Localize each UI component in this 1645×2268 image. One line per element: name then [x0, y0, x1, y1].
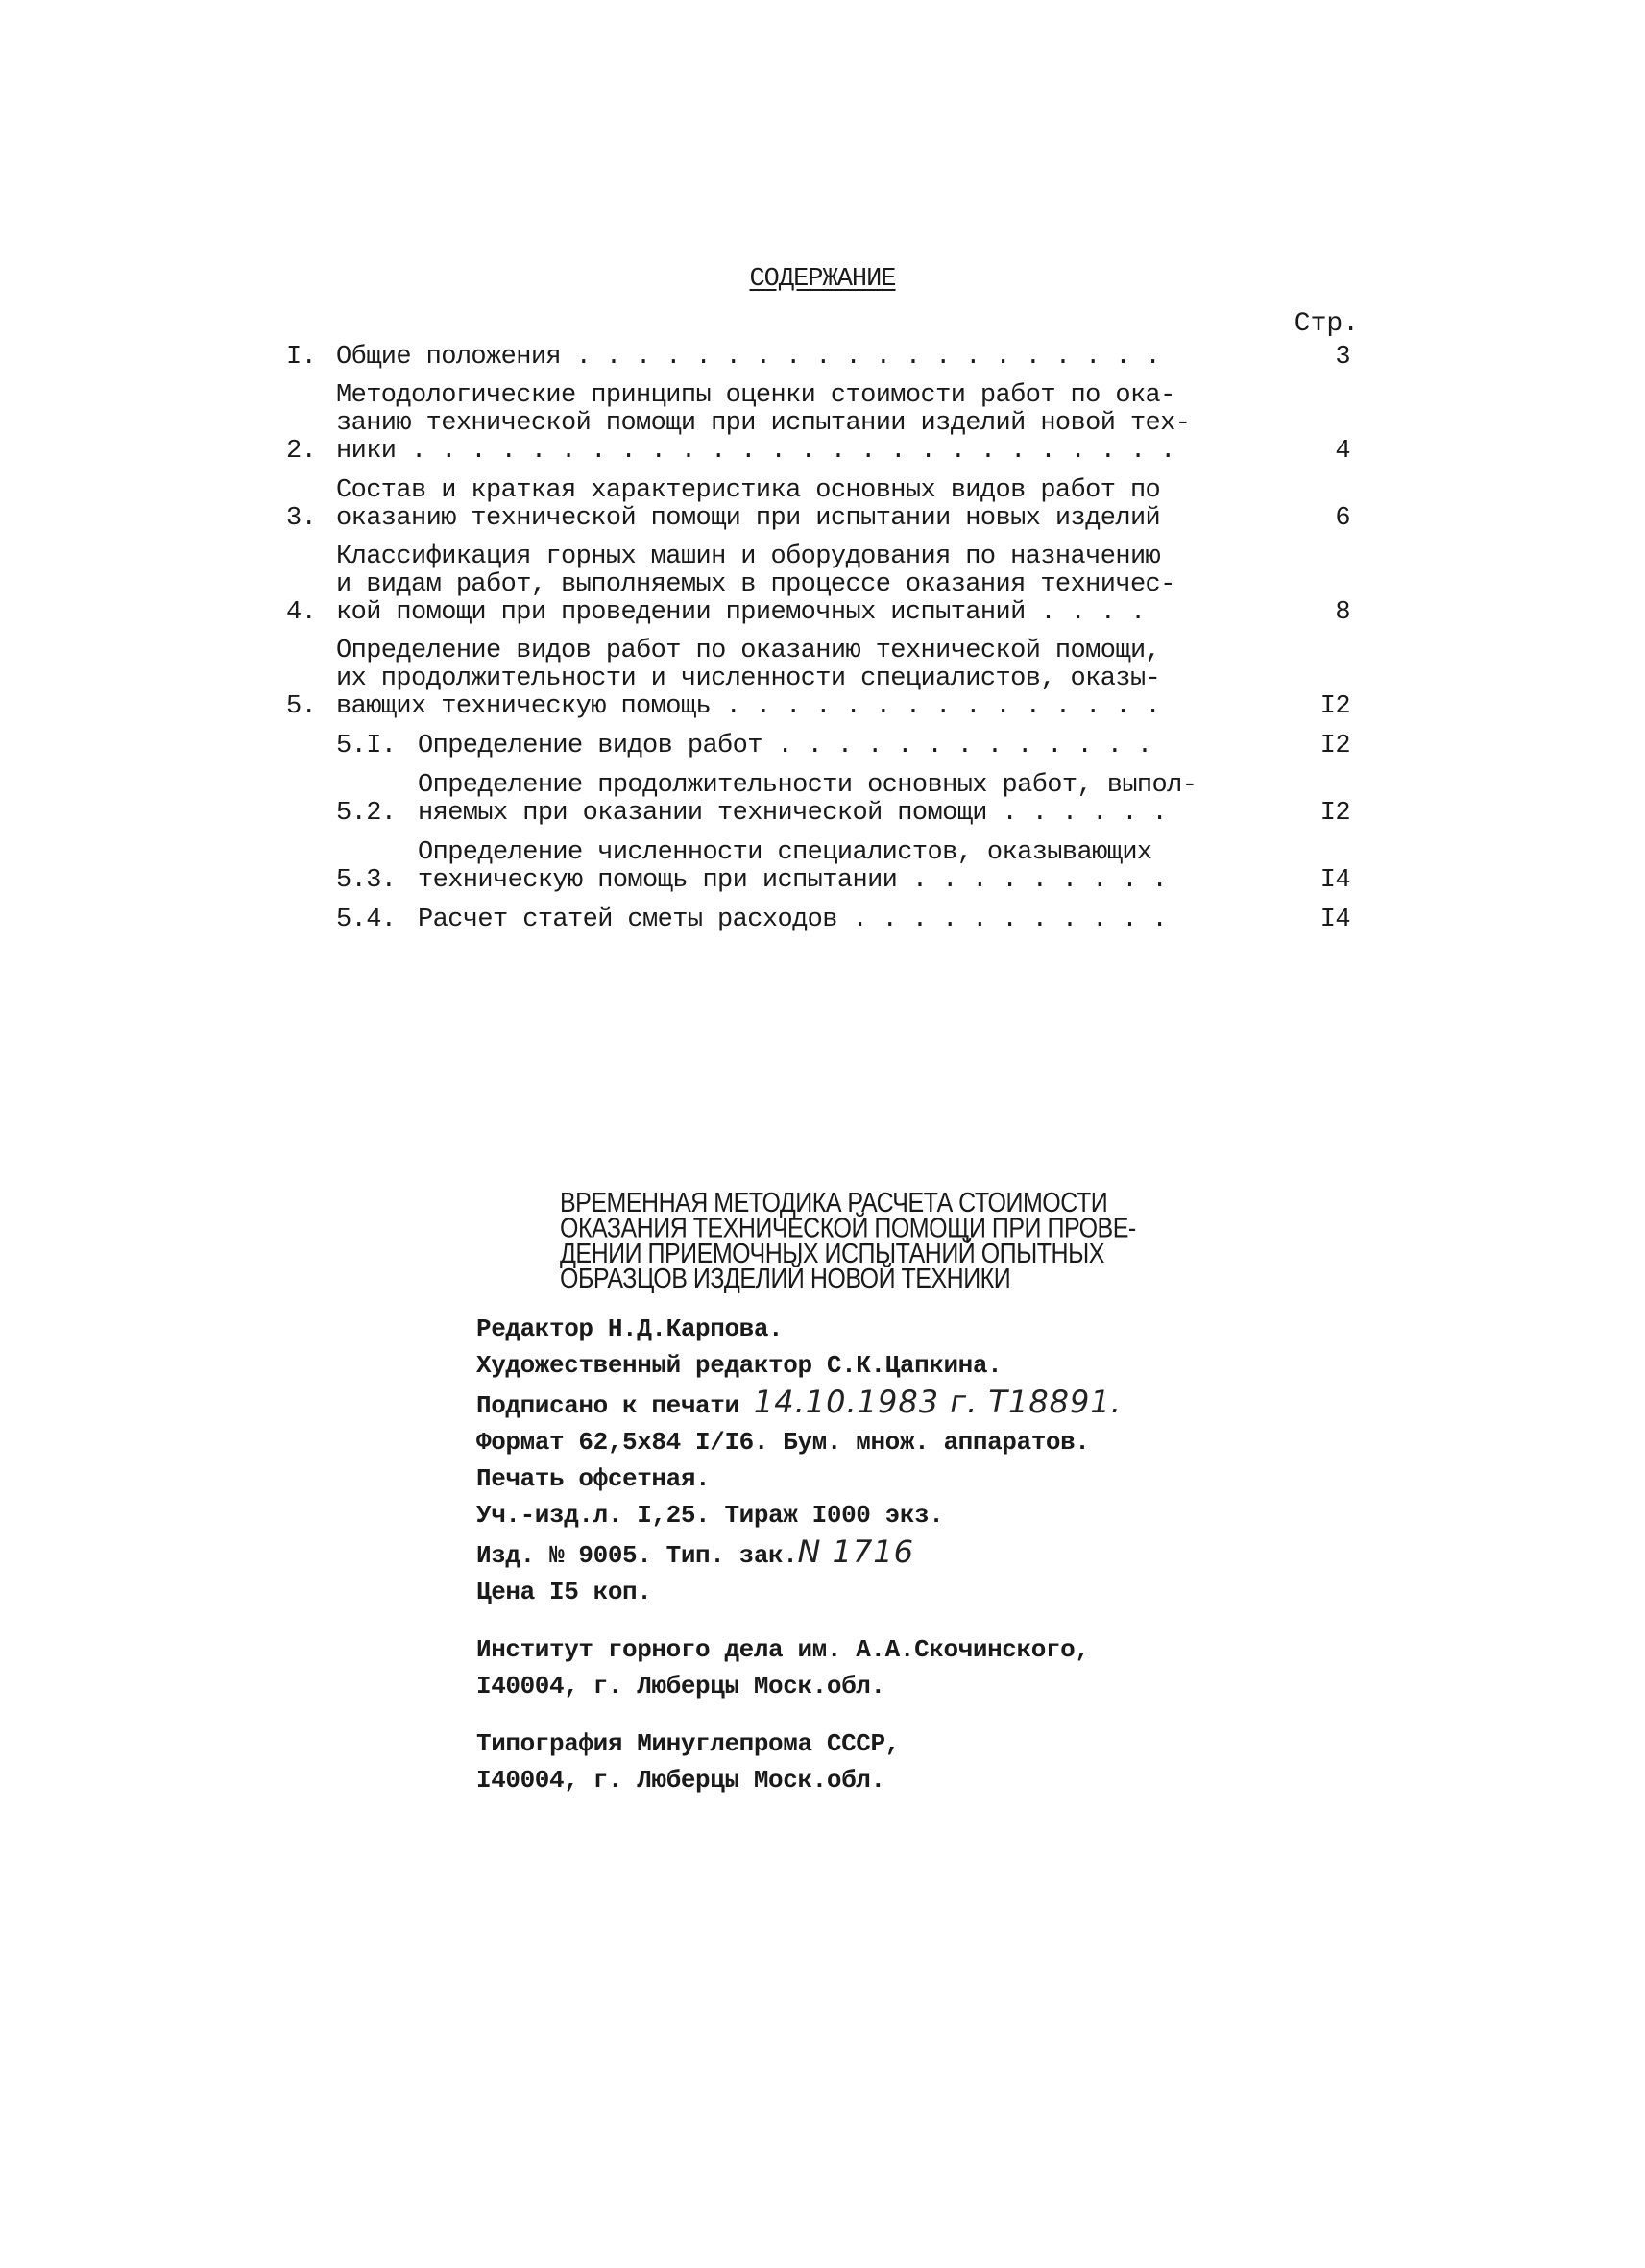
toc-entry-number: 5. — [286, 692, 317, 721]
publication-title: ВРЕМЕННАЯ МЕТОДИКА РАСЧЕТА СТОИМОСТИ ОКАЗАНИЯ ТЕХНИЧЕСКОЙ ПОМОЩИ ПРИ ПРОВЕ- ДЕНИИ ПРИЕМОЧНЫХ ИСПЫТАНИЙ ОПЫТНЫХ ОБРАЗЦОВ ИЗДЕЛИЙ НОВОЙ ТЕХНИКИ — [560, 1187, 1136, 1295]
order-number: Изд. № 9005. Тип. зак.N 1716 — [476, 1533, 915, 1570]
toc-subentry-number: 5.4. — [336, 905, 397, 934]
toc-entry-number: 3. — [286, 504, 317, 533]
toc-subentry-text: Определение продолжительности основных работ, выпол- няемых при оказании технической помощи . . . . . . — [418, 771, 1197, 828]
toc-subentry-text: Определение видов работ . . . . . . . . . . . . . — [418, 732, 1152, 760]
toc-subentry-page: I2 — [1319, 732, 1350, 760]
handwritten-date: 14.10.1983 г. Т18891. — [753, 1384, 1122, 1420]
toc-subentry-page: I4 — [1319, 905, 1350, 934]
toc-title: СОДЕРЖАНИЕ — [749, 265, 896, 294]
toc-entry-number: 2. — [286, 437, 317, 466]
toc-subentry-page: I4 — [1319, 866, 1350, 895]
toc-subentry-number: 5.3. — [336, 866, 397, 895]
art-editor: Художественный редактор С.К.Цапкина. — [476, 1351, 1003, 1380]
toc-entry-text: Состав и краткая характеристика основных видов работ по оказанию технической помощи при испытании новых изделий — [336, 476, 1161, 533]
toc-entry-text: Определение видов работ по оказанию технической помощи, их продолжительности и численности специалистов, оказы- вающих техническую помощь . . . . . . . . . . . . . . . — [336, 637, 1161, 721]
format: Формат 62,5х84 I/I6. Бум. множ. аппаратов. — [476, 1428, 1090, 1457]
toc-entry — [286, 477, 1350, 533]
toc-entry — [286, 382, 1350, 466]
toc-entry-number: 4. — [286, 598, 317, 627]
toc-entry-page: 6 — [1335, 504, 1350, 533]
toc-entry — [286, 638, 1350, 721]
toc-page-column-header: Стр. — [1294, 309, 1359, 339]
toc-entry — [286, 543, 1350, 627]
toc-entry — [286, 344, 1350, 372]
toc-subentry-text: Определение численности специалистов, оказывающих техническую помощь при испытании . . . . . . . . . — [418, 838, 1168, 895]
toc-subentry — [336, 733, 1350, 760]
print-type: Печать офсетная. — [476, 1464, 711, 1493]
colophon — [476, 1311, 1341, 1798]
toc-subentry-number: 5.I. — [336, 732, 397, 760]
toc-entry-page: 4 — [1335, 437, 1350, 466]
institute-address: I40004, г. Люберцы Моск.обл. — [476, 1672, 885, 1701]
toc-entry-number: I. — [286, 343, 317, 372]
price: Цена I5 коп. — [476, 1578, 652, 1606]
toc-entry-text: Общие положения . . . . . . . . . . . . . . . . . . . . — [336, 343, 1161, 372]
toc-entry-page: 3 — [1335, 343, 1350, 372]
handwritten-order: N 1716 — [797, 1533, 915, 1570]
signed-for-print: Подписано к печати 14.10.1983 г. Т18891. — [476, 1384, 1122, 1420]
volume-print-run: Уч.-изд.л. I,25. Тираж I000 экз. — [476, 1501, 944, 1530]
toc-entry-page: 8 — [1335, 598, 1350, 627]
toc-subentry-text: Расчет статей сметы расходов . . . . . . . . . . . — [418, 905, 1168, 934]
table-of-contents — [286, 344, 1350, 934]
editor: Редактор Н.Д.Карпова. — [476, 1315, 784, 1343]
toc-subentry — [336, 839, 1350, 895]
toc-subentry-page: I2 — [1319, 799, 1350, 828]
toc-entry-page: I2 — [1319, 692, 1350, 721]
printing-house: Типография Минуглепрома СССР, — [476, 1729, 900, 1758]
toc-subentry — [336, 772, 1350, 828]
institute: Институт горного дела им. А.А.Скочинского, — [476, 1635, 1090, 1664]
toc-entry-text: Методологические принципы оценки стоимости работ по ока- занию технической помощи при испытании изделий новой тех- ники . . . . . . . . . . . . . . . . . . . . . . . . . . — [336, 381, 1191, 466]
toc-subentry — [336, 906, 1350, 934]
toc-entry-text: Классификация горных машин и оборудования по назначению и видам работ, выполняемых в процессе оказания техничес- кой помощи при проведении приемочных испытаний . . . . — [336, 543, 1175, 627]
toc-subentry-number: 5.2. — [336, 799, 397, 828]
printing-house-address: I40004, г. Люберцы Моск.обл. — [476, 1766, 885, 1795]
